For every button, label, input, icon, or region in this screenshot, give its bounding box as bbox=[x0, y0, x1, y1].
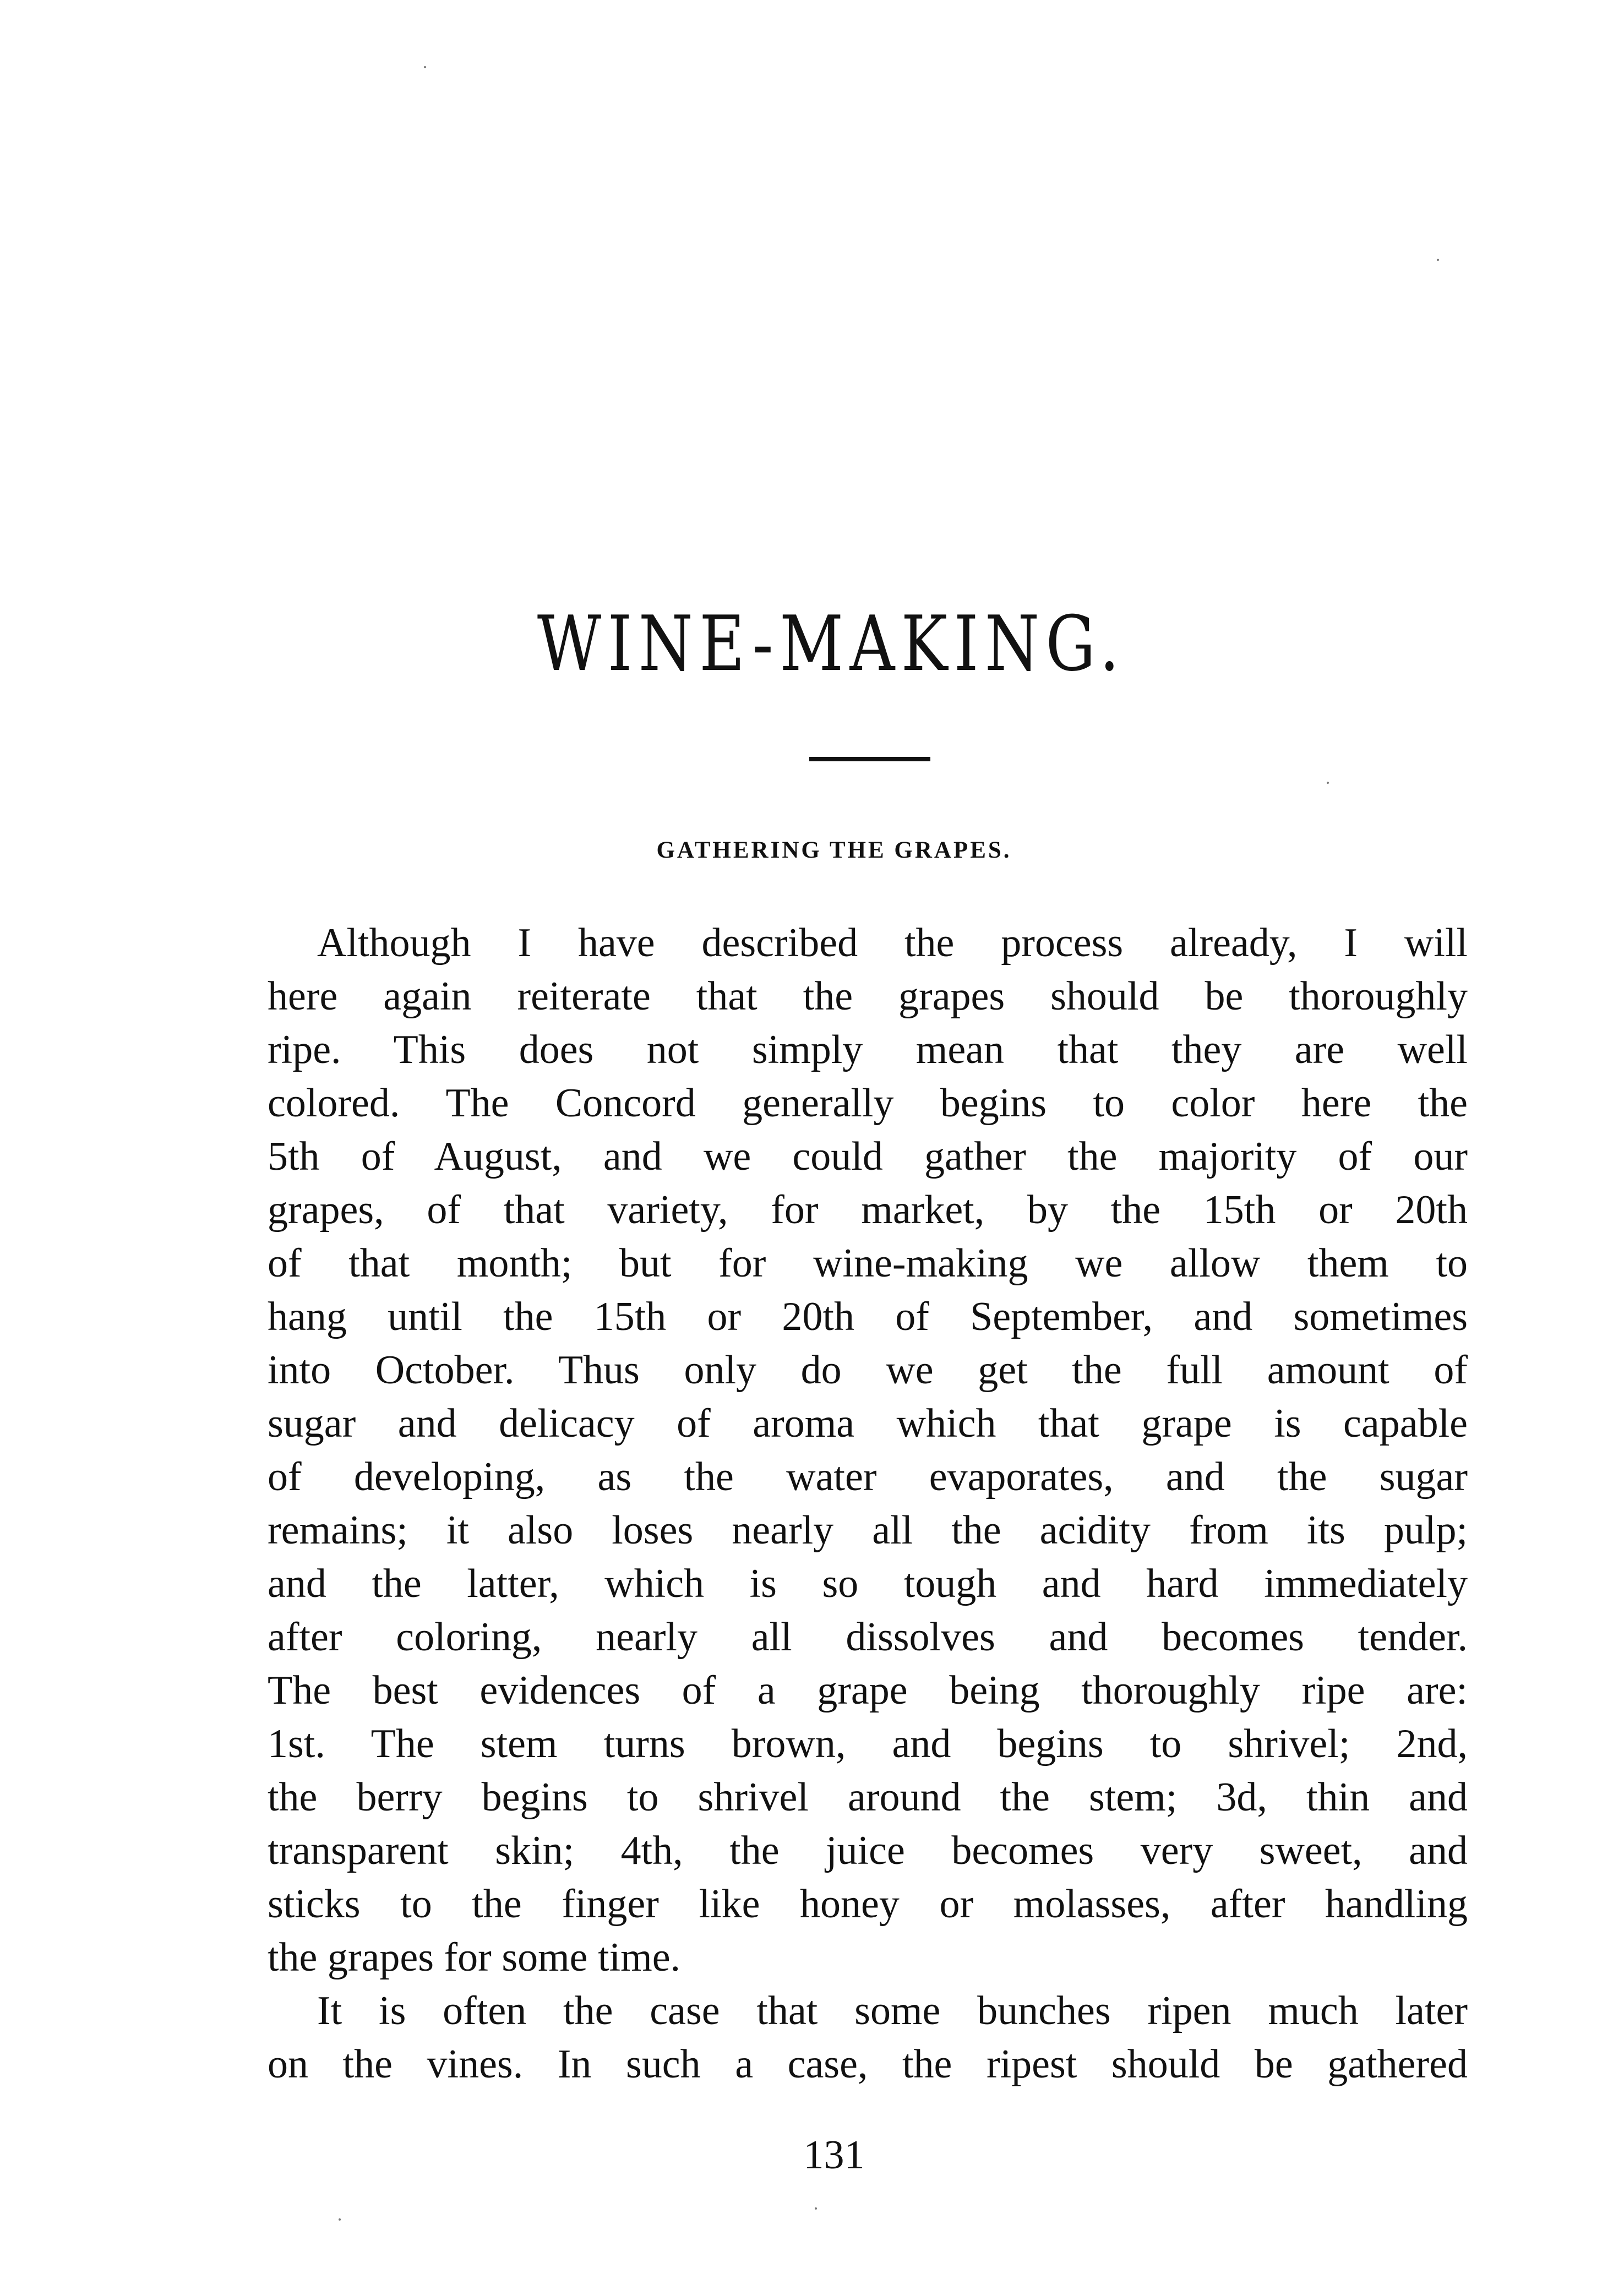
section-heading: GATHERING THE GRAPES. bbox=[656, 837, 1012, 863]
text-line: ripe. This does not simply mean that they are well bbox=[268, 1027, 1468, 1072]
text-line: sugar and delicacy of aroma which that grape is capable bbox=[268, 1401, 1468, 1446]
text-line: Although I have described the process already, I will bbox=[317, 920, 1468, 966]
text-line: of that month; but for wine-making we allow them to bbox=[268, 1241, 1468, 1286]
text-line: grapes, of that variety, for market, by the 15th or 20th bbox=[268, 1187, 1468, 1233]
text-line: on the vines. In such a case, the ripest should be gathered bbox=[268, 2042, 1468, 2087]
text-line: colored. The Concord generally begins to color here the bbox=[268, 1081, 1468, 1126]
text-line: 5th of August, and we could gather the majority of our bbox=[268, 1134, 1468, 1179]
text-line: the berry begins to shrivel around the stem; 3d, thin and bbox=[268, 1775, 1468, 1820]
paper-speck bbox=[1437, 259, 1439, 261]
paper-speck bbox=[424, 66, 426, 68]
text-line: transparent skin; 4th, the juice becomes very sweet, and bbox=[268, 1828, 1468, 1873]
text-line: into October. Thus only do we get the full amount of bbox=[268, 1348, 1468, 1393]
body-text bbox=[268, 917, 1468, 2091]
text-line: The best evidences of a grape being thoroughly ripe are: bbox=[268, 1668, 1468, 1713]
text-line: sticks to the finger like honey or molasses, after handling bbox=[268, 1882, 1468, 1927]
text-line: the grapes for some time. bbox=[268, 1935, 681, 1980]
chapter-title: WINE-MAKING. bbox=[537, 599, 1126, 688]
text-line: 1st. The stem turns brown, and begins to shrivel; 2nd, bbox=[268, 1721, 1468, 1766]
text-line: hang until the 15th or 20th of September, and sometimes bbox=[268, 1294, 1468, 1339]
text-line: remains; it also loses nearly all the acidity from its pulp; bbox=[268, 1508, 1468, 1553]
page-number: 131 bbox=[803, 2133, 865, 2178]
title-rule bbox=[809, 757, 930, 761]
text-line: and the latter, which is so tough and hard immediately bbox=[268, 1561, 1468, 1606]
text-line: here again reiterate that the grapes should be thoroughly bbox=[268, 974, 1468, 1019]
paper-speck bbox=[1327, 782, 1329, 784]
text-line: of developing, as the water evaporates, and the sugar bbox=[268, 1454, 1468, 1499]
paper-speck bbox=[339, 2218, 341, 2221]
paper-speck bbox=[815, 2207, 817, 2210]
text-line: It is often the case that some bunches ripen much later bbox=[317, 1988, 1468, 2033]
text-line: after coloring, nearly all dissolves and becomes tender. bbox=[268, 1615, 1468, 1660]
